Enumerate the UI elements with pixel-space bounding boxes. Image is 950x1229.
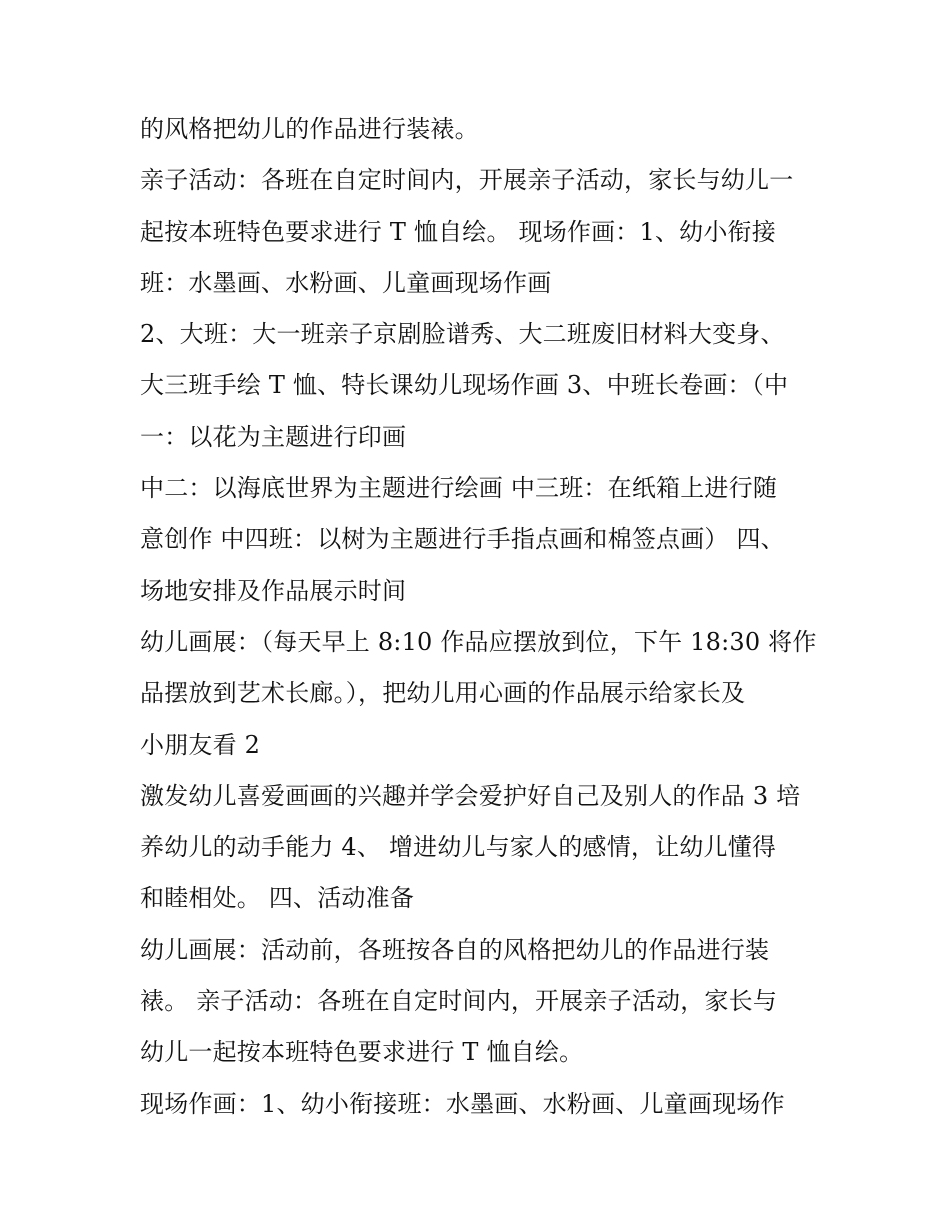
text-line: 场地安排及作品展示时间 bbox=[140, 576, 407, 605]
text-line: 亲子活动：各班在自定时间内，开展亲子活动，家长与幼儿一 bbox=[140, 166, 794, 195]
text-line: 激发幼儿喜爱画画的兴趣并学会爱护好自己及别人的作品 3 培 bbox=[140, 781, 801, 810]
text-line: 班：水墨画、水粉画、儿童画现场作画 bbox=[140, 268, 552, 297]
text-line: 品摆放到艺术长廊。），把幼儿用心画的作品展示给家长及 bbox=[140, 679, 746, 708]
text-line: 养幼儿的动手能力 4、 增进幼儿与家人的感情，让幼儿懂得 bbox=[140, 833, 777, 862]
text-line: 幼儿一起按本班特色要求进行 T 恤自绘。 bbox=[140, 1038, 584, 1067]
document-body bbox=[140, 104, 830, 1130]
text-line: 起按本班特色要求进行 T 恤自绘。 现场作画：1、幼小衔接 bbox=[140, 217, 776, 246]
text-line: 大三班手绘 T 恤、特长课幼儿现场作画 3、中班长卷画：（中 bbox=[140, 371, 789, 400]
text-line: 中二：以海底世界为主题进行绘画 中三班：在纸箱上进行随 bbox=[140, 474, 778, 503]
text-line: 一：以花为主题进行印画 bbox=[140, 422, 407, 451]
text-line: 现场作画：1、幼小衔接班：水墨画、水粉画、儿童画现场作 bbox=[140, 1089, 785, 1118]
text-line: 裱。 亲子活动：各班在自定时间内，开展亲子活动，家长与 bbox=[140, 987, 778, 1016]
text-line: 小朋友看 2 bbox=[140, 730, 261, 759]
text-line: 的风格把幼儿的作品进行装裱。 bbox=[140, 115, 479, 143]
text-line: 意创作 中四班：以树为主题进行手指点画和棉签点画） 四、 bbox=[140, 525, 785, 554]
text-line: 幼儿画展：（每天早上 8:10 作品应摆放到位，下午 18:30 将作 bbox=[140, 627, 817, 656]
text-line: 幼儿画展：活动前，各班按各自的风格把幼儿的作品进行装 bbox=[140, 935, 770, 964]
text-line: 和睦相处。 四、活动准备 bbox=[140, 884, 415, 913]
text-line: 2、大班：大一班亲子京剧脸谱秀、大二班废旧材料大变身、 bbox=[140, 320, 785, 349]
